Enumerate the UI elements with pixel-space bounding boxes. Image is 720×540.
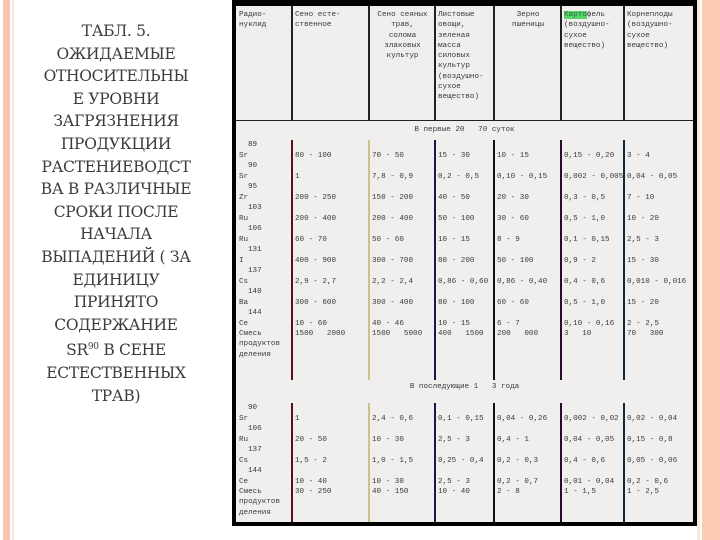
header-cell — [561, 6, 624, 120]
table-cell: 0,2 - 0,7 — [497, 477, 539, 486]
table-cell: 0,04 - 0,05 — [627, 172, 678, 181]
nuclide-label — [239, 424, 294, 445]
table-cell: 80 - 100 — [438, 298, 475, 307]
table-header-row — [236, 6, 693, 121]
nuclide-label — [239, 466, 294, 487]
table-cell: 0,25 - 0,4 — [438, 456, 484, 465]
mass-number: 106 — [248, 425, 262, 433]
title-line: ВЫПАДЕНИЙ ( ЗА — [41, 247, 191, 266]
header-cell: Зерно пшеницы — [512, 11, 544, 30]
title-line: НАЧАЛА — [80, 225, 152, 244]
nuclide-label — [239, 140, 294, 161]
section-data-block — [236, 403, 693, 522]
table-cell: 40 - 46 — [372, 319, 404, 328]
element-symbol: Sr — [239, 172, 249, 181]
table-cell: 150 - 200 — [372, 193, 414, 202]
table-cell: 10 - 30 — [372, 435, 404, 444]
nuclide-label — [239, 224, 294, 245]
title-line: Е УРОВНИ — [72, 89, 160, 108]
nuclide-label — [239, 203, 294, 224]
element-symbol: Ce — [239, 477, 249, 486]
element-symbol: Sr — [239, 414, 249, 423]
column-divider — [623, 6, 625, 120]
table-cell: 300 - 700 — [372, 256, 414, 265]
mass-number: 106 — [248, 225, 262, 233]
table-cell: 1 - 2,5 — [627, 488, 659, 496]
contamination-table — [236, 6, 693, 522]
nuclide-label — [239, 266, 294, 287]
mass-number: 144 — [248, 467, 262, 475]
table-cell: 0,2 - 0,6 — [627, 477, 669, 486]
right-decorative-stripe-thin — [697, 0, 700, 540]
table-cell: 200 - 250 — [295, 193, 337, 202]
nuclide-label — [239, 329, 294, 359]
element-symbol: Ru — [239, 435, 249, 444]
table-cell: 3 10 — [564, 330, 592, 338]
table-cell: 2,2 - 2,4 — [372, 277, 414, 286]
table-cell: 10 - 15 — [497, 151, 529, 160]
title-line: РАСТЕНИЕВОДСТ — [41, 157, 191, 176]
table-cell: 0,5 - 1,0 — [564, 214, 606, 223]
nuclide-label — [239, 487, 294, 517]
right-decorative-stripe — [702, 0, 720, 540]
mass-number: 89 — [248, 141, 258, 149]
column-divider — [560, 403, 562, 522]
column-divider — [623, 403, 625, 522]
table-cell: 0,05 - 0,06 — [627, 456, 678, 465]
element-symbol: Ru — [239, 214, 249, 223]
mass-number: 137 — [248, 446, 262, 454]
section-label: В последующие 1 3 года — [409, 383, 520, 391]
table-cell: 1,5 - 2 — [295, 456, 327, 465]
nuclide-label — [239, 182, 294, 203]
table-cell: 300 - 400 — [372, 298, 414, 307]
table-cell: 0,04 - 0,26 — [497, 414, 548, 423]
table-cell: 0,9 - 2 — [564, 256, 596, 265]
table-cell: 2 - 8 — [497, 488, 520, 496]
header-cell: Сено сеяных трав, солома злаковых культур — [377, 11, 428, 61]
table-cell: 1 — [295, 414, 300, 423]
column-divider — [368, 403, 370, 522]
nuclide-label — [239, 308, 294, 329]
table-cell: 10 - 40 — [295, 477, 327, 486]
table-cell: 80 - 200 — [438, 256, 475, 265]
table-cell: 7 - 10 — [627, 193, 655, 202]
table-cell: 80 - 100 — [295, 151, 332, 160]
header-cell: Радио- нуклид — [239, 11, 267, 30]
mass-number: 95 — [248, 183, 258, 191]
table-cell: 3 - 4 — [627, 151, 650, 160]
element-symbol: Zr — [239, 193, 249, 202]
header-text: фель (воздушно- сухое вещество) — [564, 11, 610, 50]
nuclide-label — [239, 445, 294, 466]
section-label: В первые 20 70 суток — [414, 126, 515, 134]
element-symbol: Sr — [239, 151, 249, 160]
mass-number: 140 — [248, 288, 262, 296]
table-cell: 400 - 900 — [295, 256, 337, 265]
title-line: ПРОДУКЦИИ — [60, 134, 172, 153]
table-cell: 10 - 40 — [438, 488, 470, 496]
table-cell: 6 - 7 — [497, 319, 520, 328]
nuclide-label — [239, 403, 294, 424]
title-line: СРОКИ ПОСЛЕ — [53, 202, 179, 221]
table-cell: 300 - 600 — [295, 298, 337, 307]
table-cell: 0,002 - 0,02 — [564, 414, 619, 423]
table-cell: 20 - 50 — [295, 435, 327, 444]
table-cell: 2,5 - 3 — [438, 477, 470, 486]
table-cell: 30 - 250 — [295, 488, 332, 496]
table-cell: 1 — [295, 172, 300, 181]
nuclide-label — [239, 245, 294, 266]
table-cell: 0,2 - 0,3 — [497, 456, 539, 465]
table-cell: 15 - 20 — [627, 298, 659, 307]
element-symbol: I — [239, 256, 244, 265]
table-cell: 0,4 - 0,6 — [564, 277, 606, 286]
table-cell: 0,10 - 0,15 — [497, 172, 548, 181]
slide-title — [10, 20, 222, 407]
title-line: ТРАВ) — [91, 386, 141, 405]
mass-number: 90 — [248, 404, 258, 412]
table-cell: 40 - 50 — [438, 193, 470, 202]
table-cell: 2,5 - 3 — [627, 235, 659, 244]
title-line: ПРИНЯТО — [73, 293, 159, 312]
sr-isotope-number: 90 — [87, 342, 99, 353]
table-cell: 1500 5000 — [372, 330, 423, 338]
title-line-sr90 — [10, 336, 222, 362]
title-text: В СЕНЕ — [98, 341, 166, 360]
column-divider — [368, 140, 370, 380]
table-cell: 0,04 - 0,05 — [564, 435, 615, 444]
table-cell: 1 - 1,5 — [564, 488, 596, 496]
table-cell: 7,8 - 0,9 — [372, 172, 414, 181]
table-image-frame — [232, 0, 697, 526]
table-cell: 0,02 - 0,04 — [627, 414, 678, 423]
table-cell: 8 - 9 — [497, 235, 520, 244]
title-line: ЗАГРЯЗНЕНИЯ — [53, 112, 179, 131]
title-line: ВА В РАЗЛИЧНЫЕ — [40, 180, 192, 199]
title-line: ЕСТЕСТВЕННЫХ — [46, 364, 186, 383]
table-cell: 10 - 15 — [438, 235, 470, 244]
table-cell: 0,15 - 0,8 — [627, 435, 673, 444]
column-divider — [493, 403, 495, 522]
header-cell: Корнеплоды (воздушно- сухое вещество) — [627, 11, 673, 50]
table-cell: 0,5 - 1,0 — [564, 298, 606, 307]
table-cell: 15 - 30 — [438, 151, 470, 160]
table-cell: 40 - 150 — [372, 488, 409, 496]
table-cell: 2,9 - 2,7 — [295, 277, 337, 286]
section-data-block — [236, 140, 693, 380]
column-divider — [560, 140, 562, 380]
nuclide-label — [239, 161, 294, 182]
table-cell: 60 - 70 — [295, 235, 327, 244]
column-divider — [434, 403, 436, 522]
column-divider — [493, 140, 495, 380]
table-cell: 10 - 20 — [627, 214, 659, 223]
table-cell: 10 - 15 — [438, 319, 470, 328]
element-symbol: Cs — [239, 277, 249, 286]
title-line: ТАБЛ. 5. — [81, 22, 151, 40]
table-cell: 2,5 - 3 — [438, 435, 470, 444]
mass-number: 103 — [248, 204, 262, 212]
title-line: ЕДИНИЦУ — [72, 270, 160, 289]
mass-number: 90 — [248, 162, 258, 170]
table-cell: 50 - 60 — [372, 235, 404, 244]
table-cell: 0,86 - 0,60 — [438, 277, 489, 286]
highlighted-text: Карто — [564, 11, 587, 19]
header-cell: Листовые овощи, зеленая масса силовых культур (воздушно- сухое вещество) — [438, 11, 484, 102]
element-symbol: Смесь продуктов деления — [239, 330, 281, 359]
table-cell: 0,86 - 0,40 — [497, 277, 548, 286]
left-decorative-stripe — [3, 0, 10, 540]
element-symbol: Ce — [239, 319, 249, 328]
table-cell: 20 - 30 — [497, 193, 529, 202]
table-cell: 1,0 - 1,5 — [372, 456, 414, 465]
table-cell: 60 - 60 — [497, 298, 529, 307]
mass-number: 131 — [248, 246, 262, 254]
sr-symbol: SR — [66, 341, 88, 360]
table-cell: 0,1 - 0,15 — [438, 414, 484, 423]
column-divider — [368, 6, 370, 120]
column-divider — [291, 6, 293, 120]
column-divider — [434, 6, 436, 120]
table-cell: 50 - 100 — [497, 256, 534, 265]
element-symbol: Ru — [239, 235, 249, 244]
element-symbol: Cs — [239, 456, 249, 465]
header-cell: Сено есте- ственное — [295, 11, 341, 30]
table-cell: 0,2 - 0,5 — [438, 172, 480, 181]
table-cell: 200 - 400 — [295, 214, 337, 223]
table-cell: 2,4 - 0,6 — [372, 414, 414, 423]
table-cell: 0,002 - 0,005 — [564, 172, 624, 181]
mass-number: 137 — [248, 267, 262, 275]
element-symbol: Смесь продуктов деления — [239, 488, 281, 517]
table-cell: 0,15 - 0,20 — [564, 151, 615, 160]
column-divider — [493, 6, 495, 120]
table-cell: 0,4 - 0,6 — [564, 456, 606, 465]
table-cell: 50 - 100 — [438, 214, 475, 223]
table-cell: 10 - 30 — [372, 477, 404, 486]
table-cell: 0,010 - 0,016 — [627, 277, 687, 286]
table-cell: 10 - 60 — [295, 319, 327, 328]
table-cell: 200 - 400 — [372, 214, 414, 223]
title-line: ОЖИДАЕМЫЕ — [56, 44, 176, 63]
table-cell: 2 - 2,5 — [627, 319, 659, 328]
table-cell: 1500 2000 — [295, 330, 346, 338]
table-cell: 15 - 30 — [627, 256, 659, 265]
column-divider — [434, 140, 436, 380]
title-line: СОДЕРЖАНИЕ — [54, 315, 178, 334]
title-line: ОТНОСИТЕЛЬНЫ — [43, 67, 189, 86]
mass-number: 144 — [248, 309, 262, 317]
table-cell: 70 - 50 — [372, 151, 404, 160]
element-symbol: Ba — [239, 298, 249, 307]
table-cell: 200 000 — [497, 330, 539, 338]
table-cell: 30 - 60 — [497, 214, 529, 223]
table-cell: 0,1 - 0,15 — [564, 235, 610, 244]
nuclide-label — [239, 287, 294, 308]
column-divider — [560, 6, 562, 120]
table-cell: 0,10 - 0,16 — [564, 319, 615, 328]
table-cell: 70 300 — [627, 330, 664, 338]
table-cell: 400 1500 — [438, 330, 484, 338]
table-cell: 0,4 - 1 — [497, 435, 529, 444]
table-cell: 0,01 - 0,04 — [564, 477, 615, 486]
table-cell: 0,3 - 0,5 — [564, 193, 606, 202]
